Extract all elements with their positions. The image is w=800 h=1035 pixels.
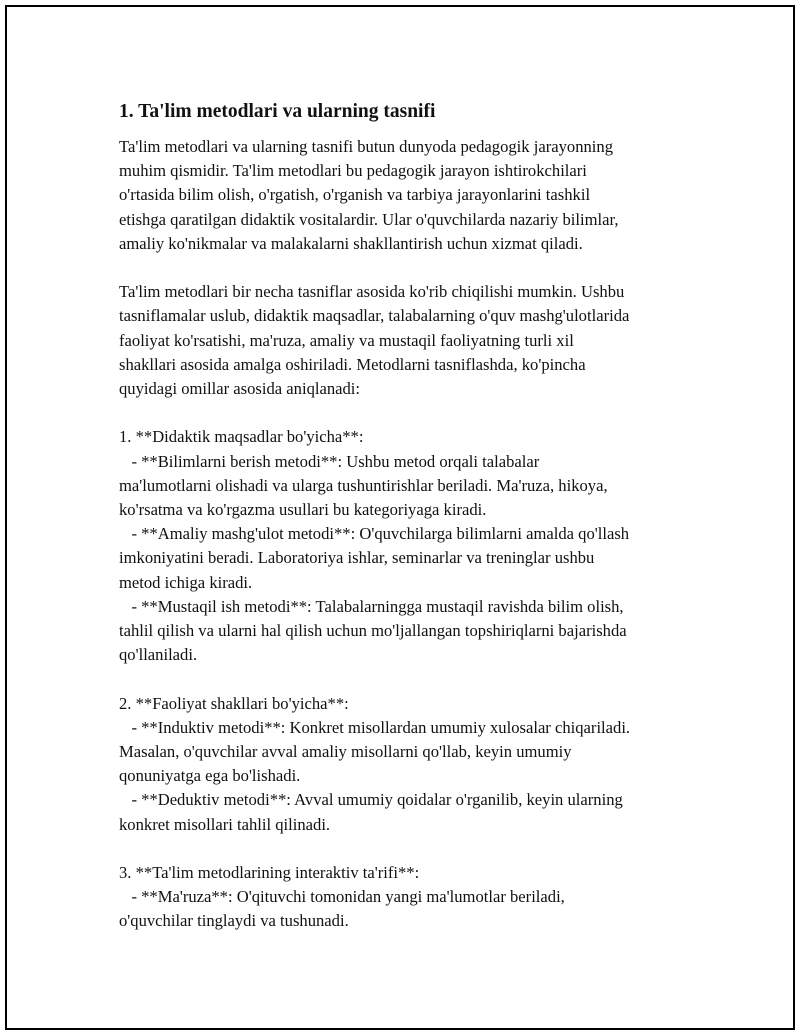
text-line: konkret misollari tahlil qilinadi.	[119, 814, 331, 834]
paragraph	[119, 135, 709, 256]
text-line: amaliy ko'nikmalar va malakalarni shakllantirish uchun xizmat qiladi.	[119, 233, 583, 253]
text-line: metod ichiga kiradi.	[119, 572, 253, 592]
text-line: ma'lumotlarni olishadi va ularga tushuntirishlar beriladi. Ma'ruza, hikoya,	[119, 475, 608, 495]
text-line: 1. **Didaktik maqsadlar bo'yicha**:	[119, 427, 364, 447]
paragraph-gap	[119, 401, 709, 425]
text-line: imkoniyatini beradi. Laboratoriya ishlar, seminarlar va treninglar ushbu	[119, 548, 595, 568]
text-line: 2. **Faoliyat shakllari bo'yicha**:	[119, 693, 349, 713]
text-line: faoliyat ko'rsatishi, ma'ruza, amaliy va mustaqil faoliyatning turli xil	[119, 330, 574, 350]
text-line: o'quvchilar tinglaydi va tushunadi.	[119, 911, 349, 931]
text-line: shakllari asosida amalga oshiriladi. Metodlarni tasniflashda, ko'pincha	[119, 354, 586, 374]
text-line: 3. **Ta'lim metodlarining interaktiv ta'rifi**:	[119, 863, 420, 883]
text-line: - **Induktiv metodi**: Konkret misollardan umumiy xulosalar chiqariladi.	[119, 717, 631, 737]
text-line: - **Mustaqil ish metodi**: Talabalarningga mustaqil ravishda bilim olish,	[119, 596, 624, 616]
paragraph	[119, 280, 709, 401]
text-line: muhim qismidir. Ta'lim metodlari bu pedagogik jarayon ishtirokchilari	[119, 161, 587, 181]
text-line: - **Amaliy mashg'ulot metodi**: O'quvchilarga bilimlarni amalda qo'llash	[119, 524, 630, 544]
text-line: - **Deduktiv metodi**: Avval umumiy qoidalar o'rganilib, keyin ularning	[119, 790, 623, 810]
paragraph	[119, 692, 709, 837]
paragraphs-container	[119, 135, 709, 934]
text-line: etishga qaratilgan didaktik vositalardir. Ular o'quvchilarda nazariy bilimlar,	[119, 209, 619, 229]
paragraph-gap	[119, 256, 709, 280]
text-line: tahlil qilish va ularni hal qilish uchun mo'ljallangan topshiriqlarni bajarishda	[119, 621, 627, 641]
paragraph	[119, 425, 709, 667]
text-line: qonuniyatga ega bo'lishadi.	[119, 766, 301, 786]
text-line: - **Bilimlarni berish metodi**: Ushbu metod orqali talabalar	[119, 451, 540, 471]
page-frame	[5, 5, 795, 1030]
paragraph-gap	[119, 837, 709, 861]
text-line: quyidagi omillar asosida aniqlanadi:	[119, 379, 361, 399]
text-line: tasniflamalar uslub, didaktik maqsadlar, talabalarning o'quv mashg'ulotlarida	[119, 306, 630, 326]
text-line: qo'llaniladi.	[119, 645, 198, 665]
text-line: ko'rsatma va ko'rgazma usullari bu kategoriyaga kiradi.	[119, 500, 487, 520]
paragraph	[119, 861, 709, 934]
text-line: Ta'lim metodlari va ularning tasnifi butun dunyoda pedagogik jarayonning	[119, 137, 613, 156]
document-title: 1. Ta'lim metodlari va ularning tasnifi	[119, 101, 436, 122]
paragraph-gap	[119, 667, 709, 691]
text-line: - **Ma'ruza**: O'qituvchi tomonidan yangi ma'lumotlar beriladi,	[119, 887, 565, 907]
text-line: Ta'lim metodlari bir necha tasniflar asosida ko'rib chiqilishi mumkin. Ushbu	[119, 282, 625, 302]
text-line: Masalan, o'quvchilar avval amaliy misollarni qo'llab, keyin umumiy	[119, 742, 572, 762]
text-line: o'rtasida bilim olish, o'rgatish, o'rganish va tarbiya jarayonlarini tashkil	[119, 185, 591, 205]
document-content	[119, 99, 709, 934]
